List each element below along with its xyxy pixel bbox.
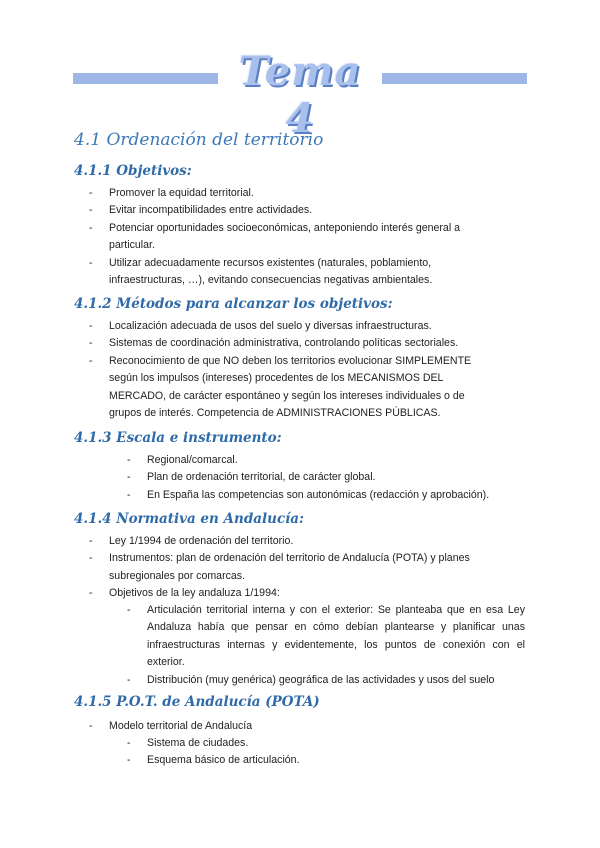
list-item: - Esquema básico de articulación. xyxy=(127,752,525,769)
list-item: - Reconocimiento de que NO deben los territorios evolucionar SIMPLEMENTE según los impulsos (intereses) procedentes de los MECANISMOS DEL MERCADO, de carácter espontáneo y según los intereses individuales o de grupos de interés. Competencia de ADMINISTRACIONES PÚBLICAS. xyxy=(89,353,484,423)
list-item: - Evitar incompatibilidades entre actividades. xyxy=(89,202,484,219)
list-item: - Sistemas de coordinación administrativa, controlando políticas sectoriales. xyxy=(89,335,484,352)
heading-escala: 4.1.3 Escala e instrumento: xyxy=(74,430,282,446)
list-item: - Regional/comarcal. xyxy=(127,452,525,469)
title-bar-left xyxy=(73,73,218,84)
list-item: - Instrumentos: plan de ordenación del territorio de Andalucía (POTA) y planes subregionales por comarcas. xyxy=(89,550,484,585)
list-item: - Utilizar adecuadamente recursos existentes (naturales, poblamiento, infraestructuras, …), evitando consecuencias negativas ambientales. xyxy=(89,255,484,290)
list-metodos xyxy=(89,318,484,422)
list-item: - Promover la equidad territorial. xyxy=(89,185,484,202)
list-item: - Ley 1/1994 de ordenación del territorio. xyxy=(89,533,484,550)
heading-objetivos: 4.1.1 Objetivos: xyxy=(74,163,192,179)
list-item: - Sistema de ciudades. xyxy=(127,735,525,752)
list-escala xyxy=(127,452,525,504)
title-bar-right xyxy=(382,73,527,84)
list-item: - Modelo territorial de Andalucía xyxy=(89,718,484,735)
heading-pota: 4.1.5 P.O.T. de Andalucía (POTA) xyxy=(74,694,320,710)
list-item: - Distribución (muy genérica) geográfica de las actividades y usos del suelo xyxy=(127,672,525,689)
list-pota xyxy=(89,718,484,735)
list-item: - Articulación territorial interna y con el exterior: Se planteaba que en esa Ley Andaluza había que pensar en cómo debían plantearse y planificar unas infraestructuras internas y evidentemente, los puntos de conexión con el exterior. xyxy=(127,602,525,672)
list-item: - Localización adecuada de usos del suelo y diversas infraestructuras. xyxy=(89,318,484,335)
page-title: Tema 4 xyxy=(238,48,362,142)
list-item: - Plan de ordenación territorial, de carácter global. xyxy=(127,469,525,486)
list-normativa xyxy=(89,533,484,603)
list-item: - Objetivos de la ley andaluza 1/1994: xyxy=(89,585,484,602)
list-objetivos xyxy=(89,185,484,289)
section-heading-4-1: 4.1 Ordenación del territorio xyxy=(74,130,324,150)
list-item: - Potenciar oportunidades socioeconómicas, anteponiendo interés general a particular. xyxy=(89,220,484,255)
list-normativa-sub xyxy=(127,602,525,689)
heading-metodos: 4.1.2 Métodos para alcanzar los objetivos: xyxy=(74,296,393,312)
list-item: - En España las competencias son autonómicas (redacción y aprobación). xyxy=(127,487,525,504)
list-pota-sub xyxy=(127,735,525,770)
heading-normativa: 4.1.4 Normativa en Andalucía: xyxy=(74,511,305,527)
